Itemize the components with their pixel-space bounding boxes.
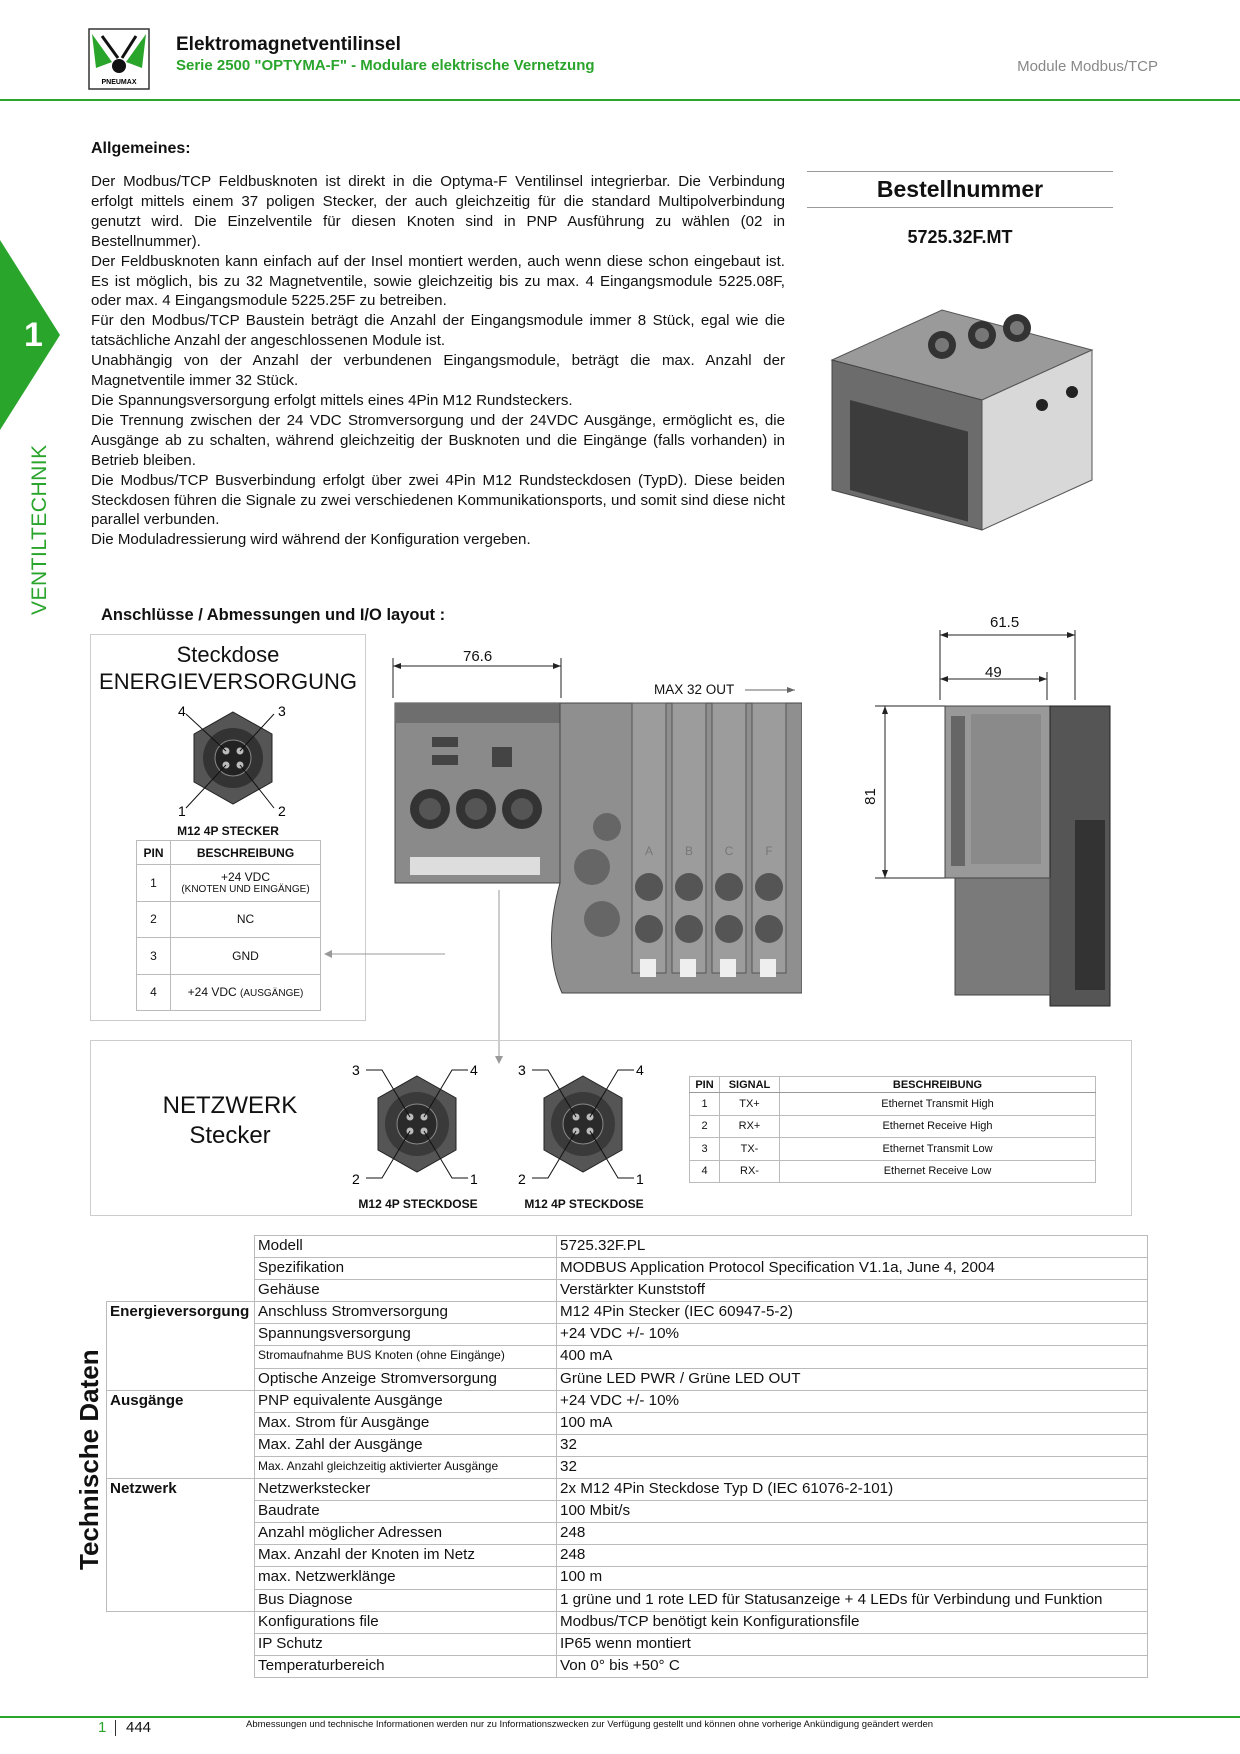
spec-value: 248 <box>557 1523 1148 1545</box>
group-label <box>107 1523 255 1545</box>
spec-value: 100 m <box>557 1567 1148 1589</box>
spec-key: Gehäuse <box>255 1280 557 1302</box>
spec-key: Stromaufnahme BUS Knoten (ohne Eingänge) <box>255 1346 557 1368</box>
max-out-label: MAX 32 OUT <box>654 682 735 697</box>
desc-cell: +24 VDC <box>220 870 271 885</box>
spec-key: max. Netzwerklänge <box>255 1567 557 1589</box>
pin-label: 3 <box>278 703 286 719</box>
table-row <box>690 1160 1096 1183</box>
group-label <box>107 1567 255 1589</box>
general-paragraph: Der Feldbusknoten kann einfach auf der Insel montiert werden, auch wenn diese schon eingebaut ist. Es ist möglich, bis zu 32 Magnetventile, sowie gleichzeitig bis zu max. 4 Eingangsmodule 5225.08F, oder max. 4 Eingangsmodule 5225.25F zu betreiben. <box>91 252 785 310</box>
spec-value: 5725.32F.PL <box>557 1236 1148 1258</box>
header-section-name: Module Modbus/TCP <box>1017 58 1158 75</box>
order-number: 5725.32F.MT <box>907 227 1013 247</box>
group-label <box>107 1611 255 1633</box>
spec-key: Spezifikation <box>255 1258 557 1280</box>
power-title-line1: Steckdose <box>176 642 280 667</box>
spec-key: Netzwerkstecker <box>255 1479 557 1501</box>
network-connector-label: M12 4P STECKDOSE <box>358 1197 478 1211</box>
header-title: Elektromagnetventilinsel <box>176 34 401 55</box>
table-row <box>107 1236 1148 1258</box>
spec-value: Verstärkter Kunststoff <box>557 1280 1148 1302</box>
table-row <box>107 1611 1148 1633</box>
group-label: Energieversorgung <box>107 1302 255 1324</box>
general-paragraph: Die Modbus/TCP Busverbindung erfolgt über zwei 4Pin M12 Rundsteckdosen (TypD). Diese beiden Steckdosen führen die Signale zu zwei verschiedenen Kommunikationsports, und somit sind diese nicht parallel verbunden. <box>91 471 785 529</box>
power-connector-label: M12 4P STECKER <box>177 824 279 838</box>
group-label <box>107 1236 255 1258</box>
desc-cell: +24 VDC <box>187 985 237 1000</box>
pin-label: 1 <box>178 803 186 819</box>
general-paragraph: Die Moduladressierung wird während der Konfiguration vergeben. <box>91 531 531 549</box>
table-row <box>107 1390 1148 1412</box>
connections-heading: Anschlüsse / Abmessungen und I/O layout : <box>101 606 446 624</box>
spec-key: Anschluss Stromversorgung <box>255 1302 557 1324</box>
network-title-line1: NETZWERK <box>162 1092 298 1119</box>
spec-value: M12 4Pin Stecker (IEC 60947-5-2) <box>557 1302 1148 1324</box>
footer-rule <box>0 1716 1240 1718</box>
table-header: BESCHREIBUNG <box>171 841 321 865</box>
product-photo <box>822 300 1122 545</box>
group-label <box>107 1545 255 1567</box>
footer-page-number: 444 <box>126 1719 152 1736</box>
desc-cell: GND <box>171 938 321 975</box>
table-header: PIN <box>137 841 171 865</box>
pin-cell: 3 <box>137 938 171 975</box>
spec-key: PNP equivalente Ausgänge <box>255 1390 557 1412</box>
tech-data-label: Technische Daten <box>74 1349 104 1570</box>
table-row <box>107 1368 1148 1390</box>
order-rule-bottom <box>807 207 1113 208</box>
spec-value: 100 Mbit/s <box>557 1501 1148 1523</box>
network-pin-table <box>689 1076 1096 1183</box>
m12-socket-icon <box>352 1060 482 1188</box>
desc-cell: Ethernet Receive Low <box>780 1160 1096 1183</box>
general-text <box>91 172 785 550</box>
spec-key: IP Schutz <box>255 1633 557 1655</box>
chapter-label: VENTILTECHNIK <box>28 444 51 615</box>
dimension-height: 81 <box>861 788 879 805</box>
group-label <box>107 1258 255 1280</box>
header-rule <box>0 99 1240 101</box>
table-row <box>107 1545 1148 1567</box>
table-header: SIGNAL <box>720 1077 780 1093</box>
group-label: Ausgänge <box>107 1390 255 1412</box>
table-row <box>107 1633 1148 1655</box>
pin-cell: 2 <box>690 1115 720 1138</box>
group-label <box>107 1589 255 1611</box>
spec-key: Anzahl möglicher Adressen <box>255 1523 557 1545</box>
front-dimension-lines <box>385 640 805 700</box>
spec-key: Spannungsversorgung <box>255 1324 557 1346</box>
group-label <box>107 1368 255 1390</box>
spec-key: Konfigurations file <box>255 1611 557 1633</box>
spec-value: +24 VDC +/- 10% <box>557 1390 1148 1412</box>
group-label <box>107 1434 255 1456</box>
table-row <box>137 901 321 938</box>
pin-label: 3 <box>352 1062 360 1078</box>
signal-cell: RX+ <box>720 1115 780 1138</box>
pin-cell: 1 <box>137 865 171 902</box>
signal-cell: TX+ <box>720 1093 780 1116</box>
spec-key: Baudrate <box>255 1501 557 1523</box>
table-row <box>107 1589 1148 1611</box>
desc-cell: Ethernet Transmit High <box>780 1093 1096 1116</box>
pin-label: 3 <box>518 1062 526 1078</box>
valve-letter: B <box>684 844 694 858</box>
pin-cell: 1 <box>690 1093 720 1116</box>
power-pin-table <box>136 840 321 1011</box>
table-row <box>137 938 321 975</box>
group-label <box>107 1633 255 1655</box>
spec-value: Von 0° bis +50° C <box>557 1655 1148 1677</box>
power-title-line2: ENERGIEVERSORGUNG <box>99 669 357 694</box>
pin-label: 4 <box>470 1062 478 1078</box>
desc-cell: NC <box>171 901 321 938</box>
pin-cell: 3 <box>690 1138 720 1161</box>
pin-cell: 2 <box>137 901 171 938</box>
spec-value: 100 mA <box>557 1412 1148 1434</box>
desc-note: (AUSGÄNGE) <box>240 988 304 1000</box>
chapter-number: 1 <box>24 316 43 354</box>
valve-letter: C <box>724 844 734 858</box>
spec-key: Max. Anzahl der Knoten im Netz <box>255 1545 557 1567</box>
spec-value: IP65 wenn montiert <box>557 1633 1148 1655</box>
table-row <box>107 1479 1148 1501</box>
pin-label: 1 <box>470 1171 478 1187</box>
spec-value: 32 <box>557 1456 1148 1478</box>
spec-value: Modbus/TCP benötigt kein Konfigurationsfile <box>557 1611 1148 1633</box>
pin-label: 4 <box>636 1062 644 1078</box>
network-connector-label: M12 4P STECKDOSE <box>524 1197 644 1211</box>
table-row <box>107 1302 1148 1324</box>
spec-key: Modell <box>255 1236 557 1258</box>
group-label <box>107 1324 255 1346</box>
general-paragraph: Für den Modbus/TCP Baustein beträgt die Anzahl der Eingangsmodule immer 8 Stück, egal wie die tatsächliche Anzahl der angeschlossenen Module ist. <box>91 312 785 350</box>
spec-key: Temperaturbereich <box>255 1655 557 1677</box>
signal-cell: RX- <box>720 1160 780 1183</box>
table-row <box>137 974 321 1011</box>
signal-cell: TX- <box>720 1138 780 1161</box>
table-row <box>107 1456 1148 1478</box>
m12-plug-icon <box>170 698 296 822</box>
table-row <box>107 1655 1148 1677</box>
group-label <box>107 1346 255 1368</box>
table-row <box>107 1567 1148 1589</box>
group-label: Netzwerk <box>107 1479 255 1501</box>
spec-value: 400 mA <box>557 1346 1148 1368</box>
spec-key: Max. Zahl der Ausgänge <box>255 1434 557 1456</box>
desc-cell: Ethernet Receive High <box>780 1115 1096 1138</box>
spec-value: MODBUS Application Protocol Specification V1.1a, June 4, 2004 <box>557 1258 1148 1280</box>
spec-value: 32 <box>557 1434 1148 1456</box>
pin-cell: 4 <box>137 974 171 1011</box>
pin-cell: 4 <box>690 1160 720 1183</box>
table-header: PIN <box>690 1077 720 1093</box>
group-label <box>107 1456 255 1478</box>
table-row <box>107 1346 1148 1368</box>
header-subtitle: Serie 2500 "OPTYMA-F" - Modulare elektrische Vernetzung <box>176 57 595 74</box>
table-row <box>137 865 321 902</box>
dimension-depth-inner: 49 <box>985 664 1002 681</box>
spec-value: 248 <box>557 1545 1148 1567</box>
order-heading: Bestellnummer <box>876 176 1044 202</box>
table-row <box>690 1093 1096 1116</box>
general-paragraph: Die Spannungsversorgung erfolgt mittels eines 4Pin M12 Rundsteckers. <box>91 391 573 409</box>
spec-key: Max. Strom für Ausgänge <box>255 1412 557 1434</box>
valve-letter: A <box>644 844 654 858</box>
valve-letter: F <box>765 844 773 858</box>
table-row <box>690 1115 1096 1138</box>
general-paragraph: Die Trennung zwischen der 24 VDC Stromversorgung und der 24VDC Ausgänge, ermöglicht es, die Ausgänge ab zu schalten, während gleichzeitig der Busknoten und die Eingänge (falls vorhanden) in Betrieb bleiben. <box>91 411 785 469</box>
footer-disclaimer: Abmessungen und technische Informationen werden nur zu Informationszwecken zur Verfügung gestellt und können ohne vorherige Ankündigung geändert werden <box>246 1719 934 1730</box>
spec-value: +24 VDC +/- 10% <box>557 1324 1148 1346</box>
spec-value: 2x M12 4Pin Steckdose Typ D (IEC 61076-2-101) <box>557 1479 1148 1501</box>
spec-key: Bus Diagnose <box>255 1589 557 1611</box>
pneumax-logo <box>88 28 150 90</box>
table-row <box>107 1434 1148 1456</box>
pin-label: 2 <box>352 1171 360 1187</box>
spec-value: 1 grüne und 1 rote LED für Statusanzeige + 4 LEDs für Verbindung und Funktion <box>557 1589 1148 1611</box>
table-row <box>107 1280 1148 1302</box>
group-label <box>107 1501 255 1523</box>
pin-label: 4 <box>178 703 186 719</box>
order-rule-top <box>807 171 1113 172</box>
general-paragraph: Der Modbus/TCP Feldbusknoten ist direkt in die Optyma-F Ventilinsel integrierbar. Die Verbindung erfolgt mittels einem 37 poligen Stecker, der auch gleichzeitig für die standard Multipolverbindung genutzt wird. Die Einzelventile für diesen Knoten sind in PNP Ausführung zu wählen (02 in Bestellnummer). <box>91 173 785 250</box>
desc-cell: Ethernet Transmit Low <box>780 1138 1096 1161</box>
group-label <box>107 1412 255 1434</box>
network-title-line2: Stecker <box>189 1122 271 1149</box>
spec-key: Max. Anzahl gleichzeitig aktivierter Ausgänge <box>255 1456 557 1478</box>
pin-label: 2 <box>278 803 286 819</box>
table-header: BESCHREIBUNG <box>780 1077 1096 1093</box>
footer-separator <box>115 1720 116 1736</box>
desc-note: (KNOTEN UND EINGÄNGE) <box>181 884 310 896</box>
dimension-depth-total: 61.5 <box>990 614 1020 631</box>
spec-key: Optische Anzeige Stromversorgung <box>255 1368 557 1390</box>
logo-text: PNEUMAX <box>101 79 137 86</box>
dimension-width: 76.6 <box>463 648 493 665</box>
general-heading: Allgemeines: <box>91 140 191 157</box>
tech-data-table <box>106 1235 1148 1678</box>
table-row <box>107 1501 1148 1523</box>
table-row <box>107 1523 1148 1545</box>
table-row <box>107 1258 1148 1280</box>
footer-section-number: 1 <box>98 1719 107 1736</box>
table-row <box>107 1324 1148 1346</box>
general-paragraph: Unabhängig von der Anzahl der verbundenen Eingangsmodule, beträgt die max. Anzahl der Magnetventile immer 32 Stück. <box>91 352 785 390</box>
table-row <box>690 1138 1096 1161</box>
m12-socket-icon <box>518 1060 648 1188</box>
group-label <box>107 1280 255 1302</box>
group-label <box>107 1655 255 1677</box>
pin-label: 1 <box>636 1171 644 1187</box>
pin-label: 2 <box>518 1171 526 1187</box>
table-row <box>107 1412 1148 1434</box>
spec-value: Grüne LED PWR / Grüne LED OUT <box>557 1368 1148 1390</box>
